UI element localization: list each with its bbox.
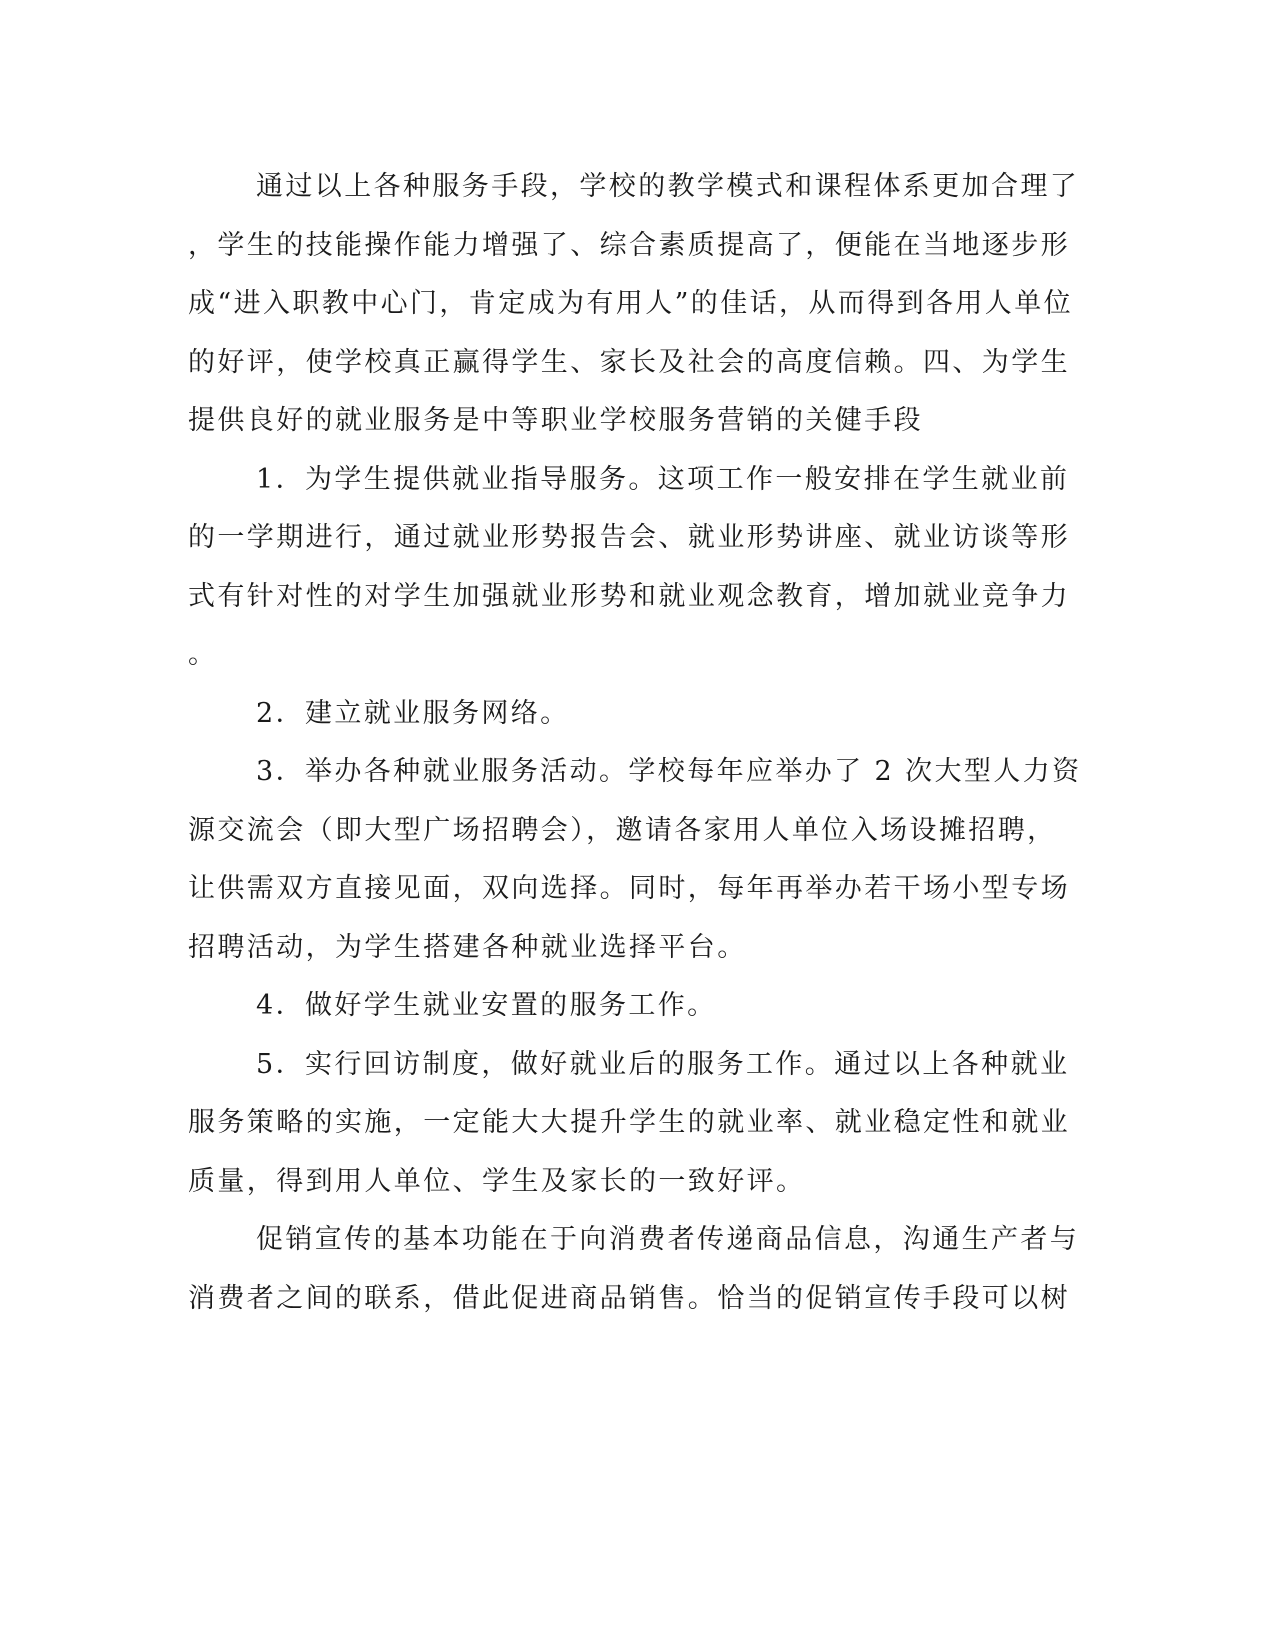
item-1-line-4: 。 (188, 639, 218, 670)
item-3-line-3: 让供需双方直接见面，双向选择。同时，每年再举办若干场小型专场 (188, 873, 1070, 904)
item-4-line-1: 4．做好学生就业安置的服务工作。 (256, 990, 717, 1021)
document-body (188, 158, 1088, 1328)
item-3-line-2: 源交流会（即大型广场招聘会），邀请各家用人单位入场设摊招聘， (188, 814, 1057, 846)
item-2-line-1: 2．建立就业服务网络。 (256, 697, 570, 729)
paragraph-1-line-4: 的好评，使学校真正赢得学生、家长及社会的高度信赖。四、为学生 (188, 346, 1070, 378)
item-1-line-1: 1．为学生提供就业指导服务。这项工作一般安排在学生就业前 (256, 463, 1070, 495)
item-5-line-3: 质量，得到用人单位、学生及家长的一致好评。 (188, 1165, 806, 1197)
paragraph-2-line-1: 促销宣传的基本功能在于向消费者传递商品信息，沟通生产者与 (256, 1224, 1080, 1255)
paragraph-2-line-2: 消费者之间的联系，借此促进商品销售。恰当的促销宣传手段可以树 (188, 1282, 1070, 1314)
paragraph-1-line-5: 提供良好的就业服务是中等职业学校服务营销的关健手段 (188, 405, 923, 436)
item-1-line-2: 的一学期进行，通过就业形势报告会、就业形势讲座、就业访谈等形 (188, 522, 1070, 553)
item-5-line-1: 5．实行回访制度，做好就业后的服务工作。通过以上各种就业 (256, 1048, 1070, 1080)
item-1-line-3: 式有针对性的对学生加强就业形势和就业观念教育，增加就业竞争力 (188, 580, 1070, 612)
item-5-line-2: 服务策略的实施，一定能大大提升学生的就业率、就业稳定性和就业 (188, 1107, 1070, 1138)
paragraph-1-line-2: ，学生的技能操作能力增强了、综合素质提高了，便能在当地逐步形 (188, 229, 1070, 261)
item-3-line-1: 3．举办各种就业服务活动。学校每年应举办了 2 次大型人力资 (256, 756, 1082, 787)
paragraph-1-line-3: 成“进入职教中心门，肯定成为有用人”的佳话，从而得到各用人单位 (188, 288, 1074, 319)
item-3-line-4: 招聘活动，为学生搭建各种就业选择平台。 (188, 931, 747, 963)
paragraph-1-line-1: 通过以上各种服务手段，学校的教学模式和课程体系更加合理了 (256, 171, 1080, 202)
